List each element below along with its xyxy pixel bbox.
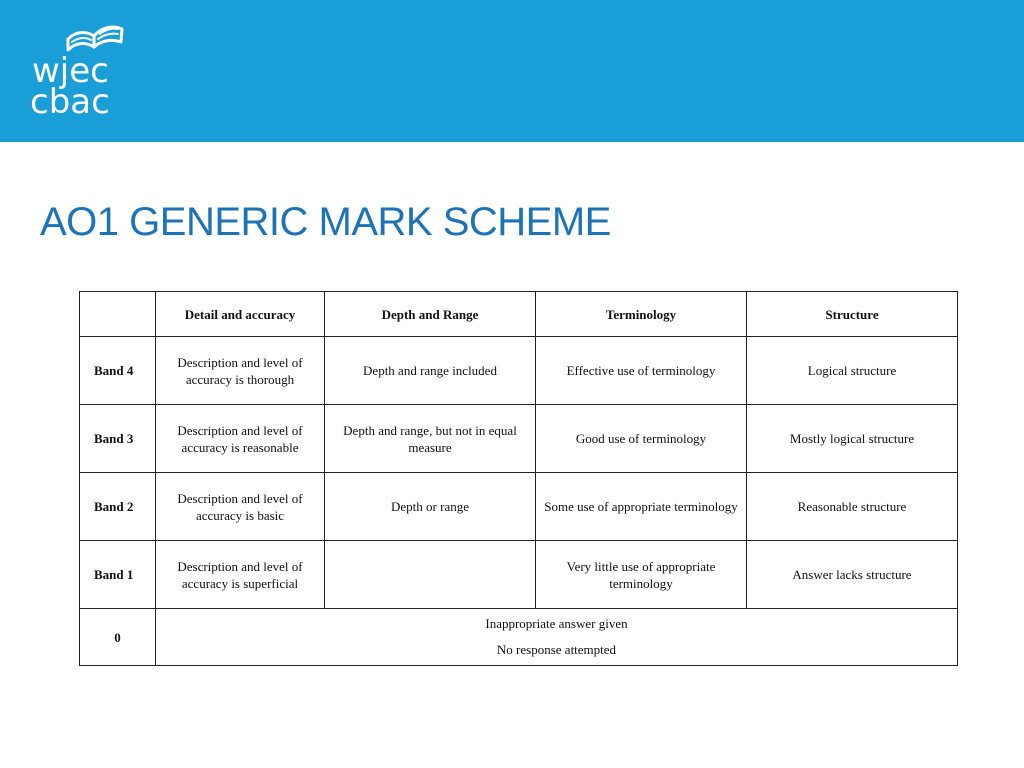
mark-scheme-table (79, 291, 958, 666)
band-label: Band 2 (80, 473, 156, 541)
depth-cell: Depth or range (325, 473, 536, 541)
band-label: Band 4 (80, 337, 156, 405)
zero-description-cell (156, 609, 958, 666)
logo-text-wjec: wjec (32, 51, 109, 91)
wjec-cbac-logo (28, 20, 138, 120)
zero-line-inappropriate: Inappropriate answer given (485, 616, 628, 631)
structure-cell: Answer lacks structure (747, 541, 958, 609)
terminology-cell: Effective use of terminology (536, 337, 747, 405)
detail-cell: Description and level of accuracy is basic (156, 473, 325, 541)
page-title: AO1 GENERIC MARK SCHEME (40, 200, 611, 244)
table-row-zero (80, 609, 958, 666)
terminology-cell: Very little use of appropriate terminology (536, 541, 747, 609)
terminology-cell: Some use of appropriate terminology (536, 473, 747, 541)
table-row-band-1 (80, 541, 958, 609)
open-book-icon (68, 27, 122, 50)
detail-cell: Description and level of accuracy is thorough (156, 337, 325, 405)
structure-cell: Reasonable structure (747, 473, 958, 541)
detail-cell: Description and level of accuracy is superficial (156, 541, 325, 609)
depth-cell (325, 541, 536, 609)
terminology-cell: Good use of terminology (536, 405, 747, 473)
logo-text-cbac: cbac (30, 82, 110, 120)
table-row-band-2 (80, 473, 958, 541)
structure-cell: Mostly logical structure (747, 405, 958, 473)
structure-cell: Logical structure (747, 337, 958, 405)
column-header-terminology: Terminology (536, 292, 747, 337)
zero-label: 0 (80, 609, 156, 666)
table-header-row (80, 292, 958, 337)
column-header-structure: Structure (747, 292, 958, 337)
corner-header-cell (80, 292, 156, 337)
band-label: Band 1 (80, 541, 156, 609)
depth-cell: Depth and range included (325, 337, 536, 405)
zero-line-no-response: No response attempted (496, 642, 617, 657)
column-header-depth: Depth and Range (325, 292, 536, 337)
band-label: Band 3 (80, 405, 156, 473)
table-row-band-3 (80, 405, 958, 473)
column-header-detail: Detail and accuracy (156, 292, 325, 337)
depth-cell: Depth and range, but not in equal measure (325, 405, 536, 473)
table-row-band-4 (80, 337, 958, 405)
detail-cell: Description and level of accuracy is reasonable (156, 405, 325, 473)
header-banner (0, 0, 1024, 142)
